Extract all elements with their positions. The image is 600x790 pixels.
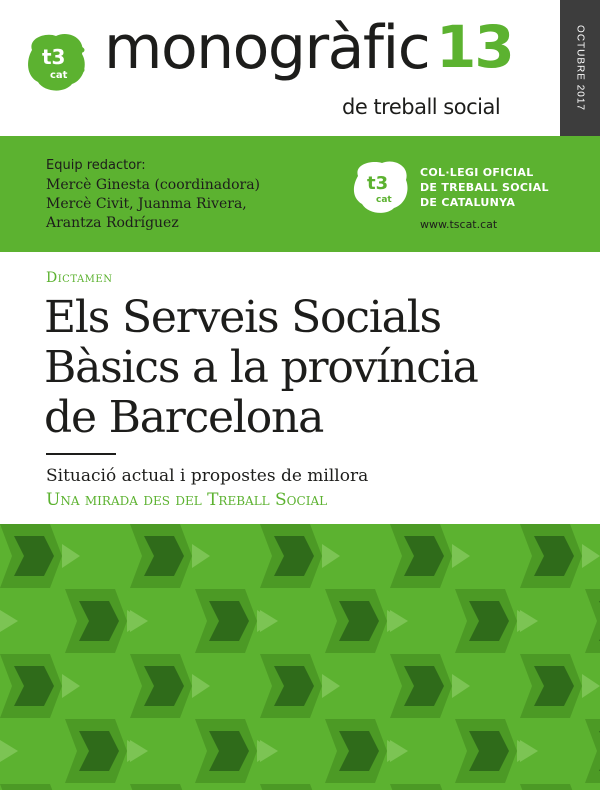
cover-header xyxy=(0,0,600,136)
report-tagline: Una mirada des del Treball Social xyxy=(46,490,328,510)
main-title-line: de Barcelona xyxy=(44,392,324,443)
title-divider xyxy=(46,453,116,455)
report-subtitle: Situació actual i propostes de millora xyxy=(46,466,369,486)
svg-text:cat: cat xyxy=(376,195,392,205)
publication-subtitle: de treball social xyxy=(342,95,501,119)
date-label: OCTUBRE 2017 xyxy=(574,25,586,111)
svg-text:cat: cat xyxy=(50,70,68,81)
svg-text:t3: t3 xyxy=(42,45,66,69)
college-name-line: DE CATALUNYA xyxy=(420,196,516,209)
college-logo-icon xyxy=(352,158,410,214)
team-member-line: Arantza Rodríguez xyxy=(46,215,179,231)
college-name-line: COL·LEGI OFICIAL xyxy=(420,166,534,179)
team-member-line: Mercè Civit, Juanma Rivera, xyxy=(46,196,247,212)
date-tab xyxy=(560,0,600,136)
college-url: www.tscat.cat xyxy=(420,218,498,231)
main-title-line: Els Serveis Socials xyxy=(44,292,441,343)
college-name-line: DE TREBALL SOCIAL xyxy=(420,181,549,194)
publication-title: monogràfic xyxy=(104,13,430,83)
tscat-logo-icon xyxy=(24,30,88,94)
svg-text:t3: t3 xyxy=(367,173,389,194)
issue-number: 13 xyxy=(436,13,513,81)
team-label: Equip redactor: xyxy=(46,158,146,173)
team-member-line: Mercè Ginesta (coordinadora) xyxy=(46,177,261,193)
info-band xyxy=(0,136,600,252)
section-kicker: Dictamen xyxy=(46,270,113,286)
main-title-line: Bàsics a la província xyxy=(44,342,478,393)
decorative-pattern xyxy=(0,524,600,790)
